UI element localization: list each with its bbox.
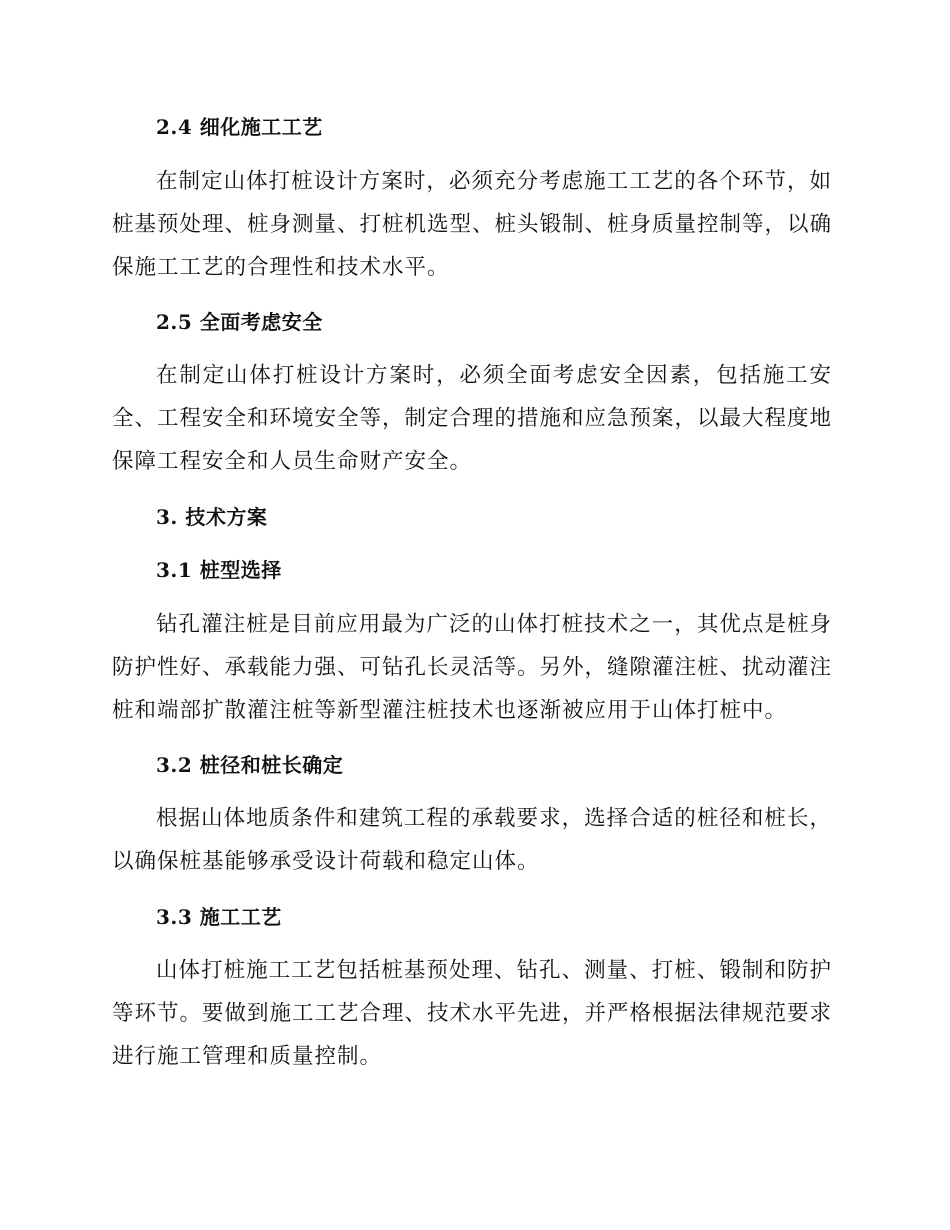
section-body-2-4: 在制定山体打桩设计方案时，必须充分考虑施工工艺的各个环节，如桩基预处理、桩身测量、打桩机选型、桩头锻制、桩身质量控制等，以确保施工工艺的合理性和技术水平。 (112, 169, 833, 280)
section-heading-2-4: 2.4 细化施工工艺 (156, 115, 323, 139)
section-heading-3-3: 3.3 施工工艺 (156, 905, 282, 929)
section-body-3-1: 钻孔灌注桩是目前应用最为广泛的山体打桩技术之一，其优点是桩身防护性好、承载能力强、可钻孔长灵活等。另外，缝隙灌注桩、扰动灌注桩和端部扩散灌注桩等新型灌注桩技术也逐渐被应用于山体打桩中。 (112, 612, 833, 723)
section-heading-2-5: 2.5 全面考虑安全 (156, 310, 323, 334)
section-body-2-5: 在制定山体打桩设计方案时，必须全面考虑安全因素，包括施工安全、工程安全和环境安全等，制定合理的措施和应急预案，以最大程度地保障工程安全和人员生命财产安全。 (112, 363, 833, 474)
section-heading-3: 3. 技术方案 (156, 505, 268, 529)
section-heading-3-2: 3.2 桩径和桩长确定 (156, 753, 344, 777)
section-body-3-2: 根据山体地质条件和建筑工程的承载要求，选择合适的桩径和桩长，以确保桩基能够承受设计荷载和稳定山体。 (112, 806, 832, 874)
section-body-3-3: 山体打桩施工工艺包括桩基预处理、钻孔、测量、打桩、锻制和防护等环节。要做到施工工艺合理、技术水平先进，并严格根据法律规范要求进行施工管理和质量控制。 (112, 958, 833, 1069)
section-heading-3-1: 3.1 桩型选择 (156, 558, 282, 582)
